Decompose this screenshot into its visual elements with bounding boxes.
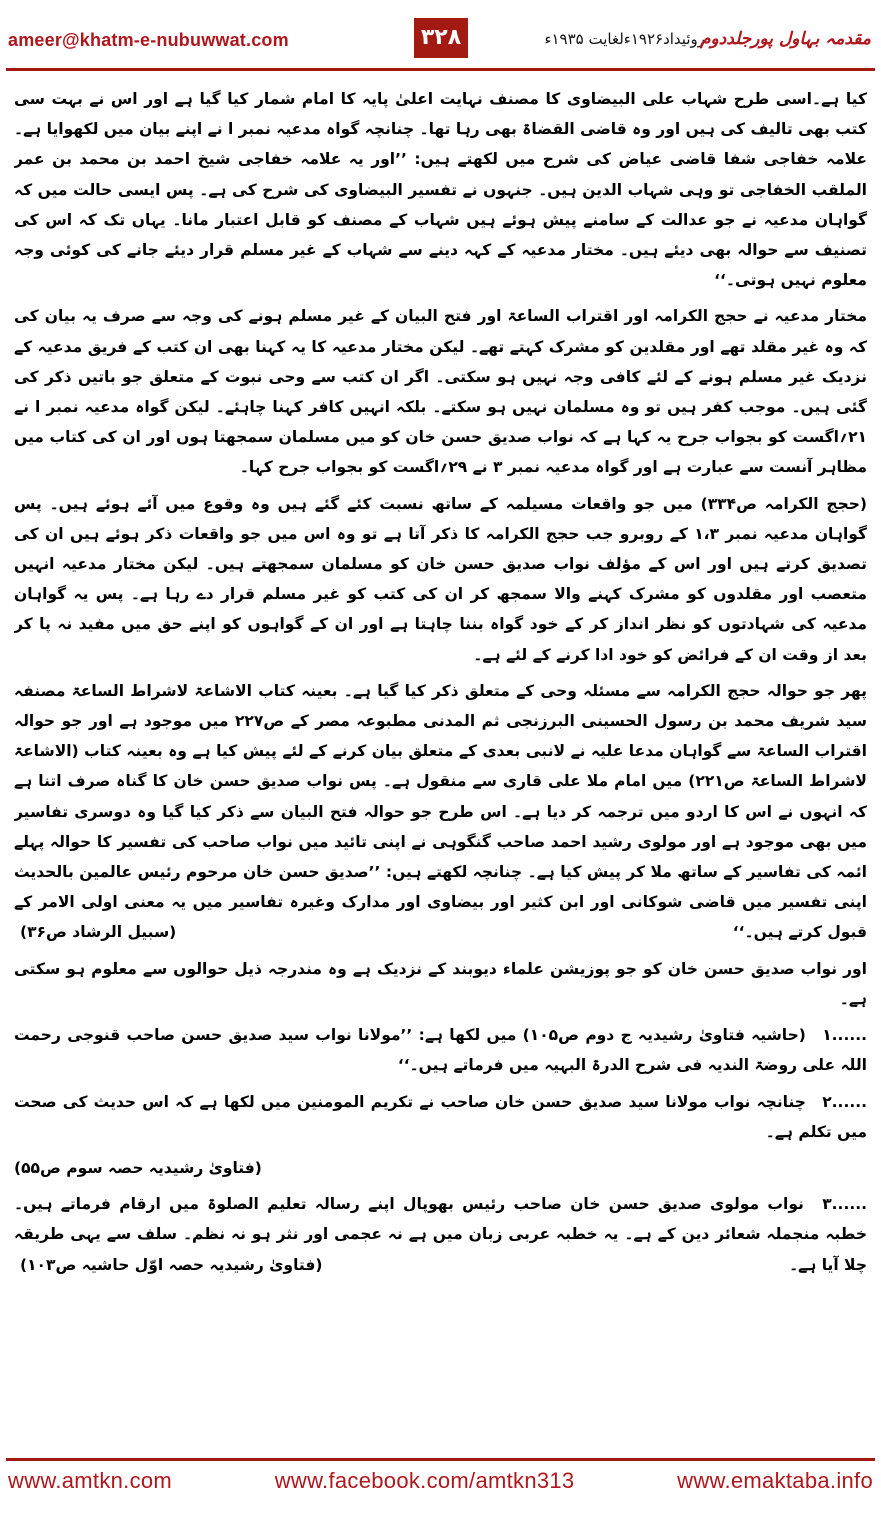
list-item-2 [14,1087,867,1147]
document-body [14,84,867,1440]
header-title: مقدمہ بہاول پورجلددوم [699,29,871,49]
list-item-2-number: ۲...... [822,1092,867,1111]
list-item-1-text: (حاشیہ فتاویٰ رشیدیہ ج دوم ص۱۰۵) میں لکھا ہے: ’’مولانا نواب سید صدیق حسن صاحب قنوجی رحمت اللہ علی روضۃ الندیہ فی شرح الدرۃ البہیہ میں فرماتے ہیں۔‘‘ [14,1026,867,1075]
paragraph-3: (حجج الکرامہ ص۳۳۴) میں جو واقعات مسیلمہ کے ساتھ نسبت کئے گئے ہیں وہ وقوع میں آئے ہوئے ہیں۔ پس گواہان مدعیہ نمبر ۱،۳ کے روبرو جب حجج الکرامہ کا ذکر آتا ہے تو وہ اس میں جو واقعات ذکر ہوئے ہیں ان کی تصدیق کرتے ہیں اور اس کے مؤلف نواب صدیق حسن خان کو مسلمان سمجھتے ہیں۔ لیکن مختار مدعیہ انہیں متعصب اور مقلدوں کو مشرک کہنے والا سمجھ کر ان کی کتب کو غیر مسلم قرار دے رہا ہے۔ پس یہ گواہان مدعیہ کی شہادتوں کو نظر انداز کر کے خود گواہ بننا چاہتا ہے اور ان کے گواہوں کو اپنے حق میں مفید نہ پا کر بعد از وقت ان کے فرائض کو خود ادا کرنے کے لئے ہے۔ [14,494,867,664]
list-item-3-source: (فتاویٰ رشیدیہ حصہ اوّل حاشیہ ص۱۰۳) [20,1255,323,1274]
header-subtitle: روئیداد۱۹۲۶ءلغایت ۱۹۳۵ء [544,30,705,48]
list-item-3 [14,1189,867,1280]
paragraph-4 [14,676,867,948]
paragraph-1: کیا ہے۔اسی طرح شہاب علی البیضاوی کا مصنف نہایت اعلیٰ پایہ کا امام شمار کیا گیا ہے اور اس نے بہت سی کتب بھی تالیف کی ہیں اور وہ قاضی القضاۃ بھی رہا تھا۔ چنانچہ گواہ مدعیہ نمبر ا نے اپنے بیان میں لکھوایا ہے۔ علامہ خفاجی شفا قاضی عیاض کی شرح میں لکھتے ہیں: ’’اور یہ علامہ خفاجی شیخ احمد بن محمد بن عمر الملقب الخفاجی تو وہی شہاب الدین ہیں۔ جنہوں نے تفسیر البیضاوی کی شرح کی ہے۔ پس ایسی حالت میں کہ گواہان مدعیہ نے جو عدالت کے سامنے پیش ہوئے ہیں شہاب کے مصنف کو قابل اعتبار مانا۔ یہاں تک کہ اس کی تصنیف سے حوالہ بھی دیئے ہیں۔ مختار مدعیہ کے کہہ دینے سے شہاب کے غیر مسلم قرار دیئے جانے کی کوئی وجہ معلوم نہیں ہوتی۔‘‘ [14,90,867,290]
paragraph-2: مختار مدعیہ نے حجج الکرامہ اور اقتراب الساعۃ اور فتح البیان کے غیر مسلم ہونے کی وجہ سے صرف یہ بیان کی کہ وہ غیر مقلد تھے اور مقلدین کو مشرک کہتے تھے۔ لیکن مختار مدعیہ کا یہ کہنا بھی ان کتب کے فریق مدعیہ کے نزدیک غیر مسلم ہونے کے لئے کافی وجہ نہیں ہو سکتی۔ اگر ان کتب سے وحی نبوت کے متعلق جو باتیں ذکر کی گئی ہیں۔ موجب کفر ہیں تو وہ مسلمان نہیں ہو سکتے۔ بلکہ انہیں کافر کہنا چاہئے۔ لیکن گواہ مدعیہ نمبر ا نے ۲۱؍اگست کو بجواب جرح یہ کہا ہے کہ نواب صدیق حسن خان کو میں مسلمان سمجھتا ہوں اور ان کی کتاب میں مظاہر آنست سے عبارت ہے اور گواہ مدعیہ نمبر ۳ نے ۲۹؍اگست کو بجواب جرح کہا۔ [14,307,867,477]
header-email[interactable]: ameer@khatm-e-nubuwwat.com [8,30,289,50]
footer-link-facebook[interactable]: www.facebook.com/amtkn313 [274,1468,575,1493]
footer-links [8,1468,873,1494]
list-item-2-source: (فتاویٰ رشیدیہ حصہ سوم ص۵۵) [14,1158,262,1177]
list-item-2-text: چنانچہ نواب مولانا سید صدیق حسن خان صاحب نے تکریم المومنین میں لکھا ہے کہ اس حدیث کی صحت میں تکلم ہے۔ [14,1092,867,1141]
footer-link-emaktaba[interactable]: www.emaktaba.info [677,1468,873,1493]
page-header [0,0,881,80]
paragraph-4-text: پھر جو حوالہ حجج الکرامہ سے مسئلہ وحی کے متعلق ذکر کیا گیا ہے۔ بعینہ کتاب الاشاعۃ لاشراط الساعۃ مصنفہ سید شریف محمد بن رسول الحسینی البرزنجی ثم المدنی مطبوعہ مصر کے ص۲۲۷ میں موجود ہے اور جو حوالہ اقتراب الساعۃ سے گواہان مدعا علیہ نے لانبی بعدی کے متعلق بیان کرنے کے لئے پیش کیا ہے وہ بعینہ کتاب (الاشاعۃ لاشراط الساعۃ ص۲۲۱) میں امام ملا علی قاری سے منقول ہے۔ پس نواب صدیق حسن خان کا گناہ صرف اتنا ہے کہ انہوں نے اس کا اردو میں ترجمہ کر دیا ہے۔ اس طرح جو حوالہ فتح البیان سے ذکر کیا گیا وہ دوسری تفاسیر میں بھی موجود ہے اور مولوی رشید احمد صاحب گنگوہی نے اپنی تائید میں نواب صاحب کی تفسیر کا حوالہ پہلے ائمہ کی تفاسیر کے ساتھ ملا کر پیش کیا ہے۔ چنانچہ لکھتے ہیں: ’’صدیق حسن خان مرحوم رئیس عالمین بالحدیث اپنی تفسیر میں قاضی شوکانی اور ابن کثیر اور بیضاوی اور مدارک وغیرہ تفاسیر میں یہ معنی اولی الامر کے قبول کرتے ہیں۔‘‘ [14,681,867,942]
list-item-3-text: نواب مولوی صدیق حسن خان صاحب رئیس بھوپال اپنے رسالہ تعلیم الصلوۃ میں ارقام فرماتے ہیں۔ خطبہ منجملہ شعائر دین کے ہے۔ یہ خطبہ عربی زبان میں ہے نہ عجمی اور نثر ہو نہ نظم۔ سلف سے یہی طریقہ چلا آیا ہے۔ [14,1195,867,1274]
list-item-1 [14,1020,867,1080]
footer-link-amtkn[interactable]: www.amtkn.com [8,1468,173,1493]
page-number-badge: ۳۲۸ [414,18,468,58]
intro-line: اور نواب صدیق حسن خان کو جو پوزیشن علماء دیوبند کے نزدیک ہے وہ مندرجہ ذیل حوالوں سے معلوم ہو سکتی ہے۔ [14,959,867,1008]
header-divider [6,68,875,71]
list-item-1-number: ۱...... [822,1026,867,1045]
list-item-3-number: ۳...... [822,1195,867,1214]
footer-divider [6,1458,875,1461]
source-citation-1: (سبیل الرشاد ص۳۶) [20,923,177,942]
page-footer [0,1452,881,1531]
